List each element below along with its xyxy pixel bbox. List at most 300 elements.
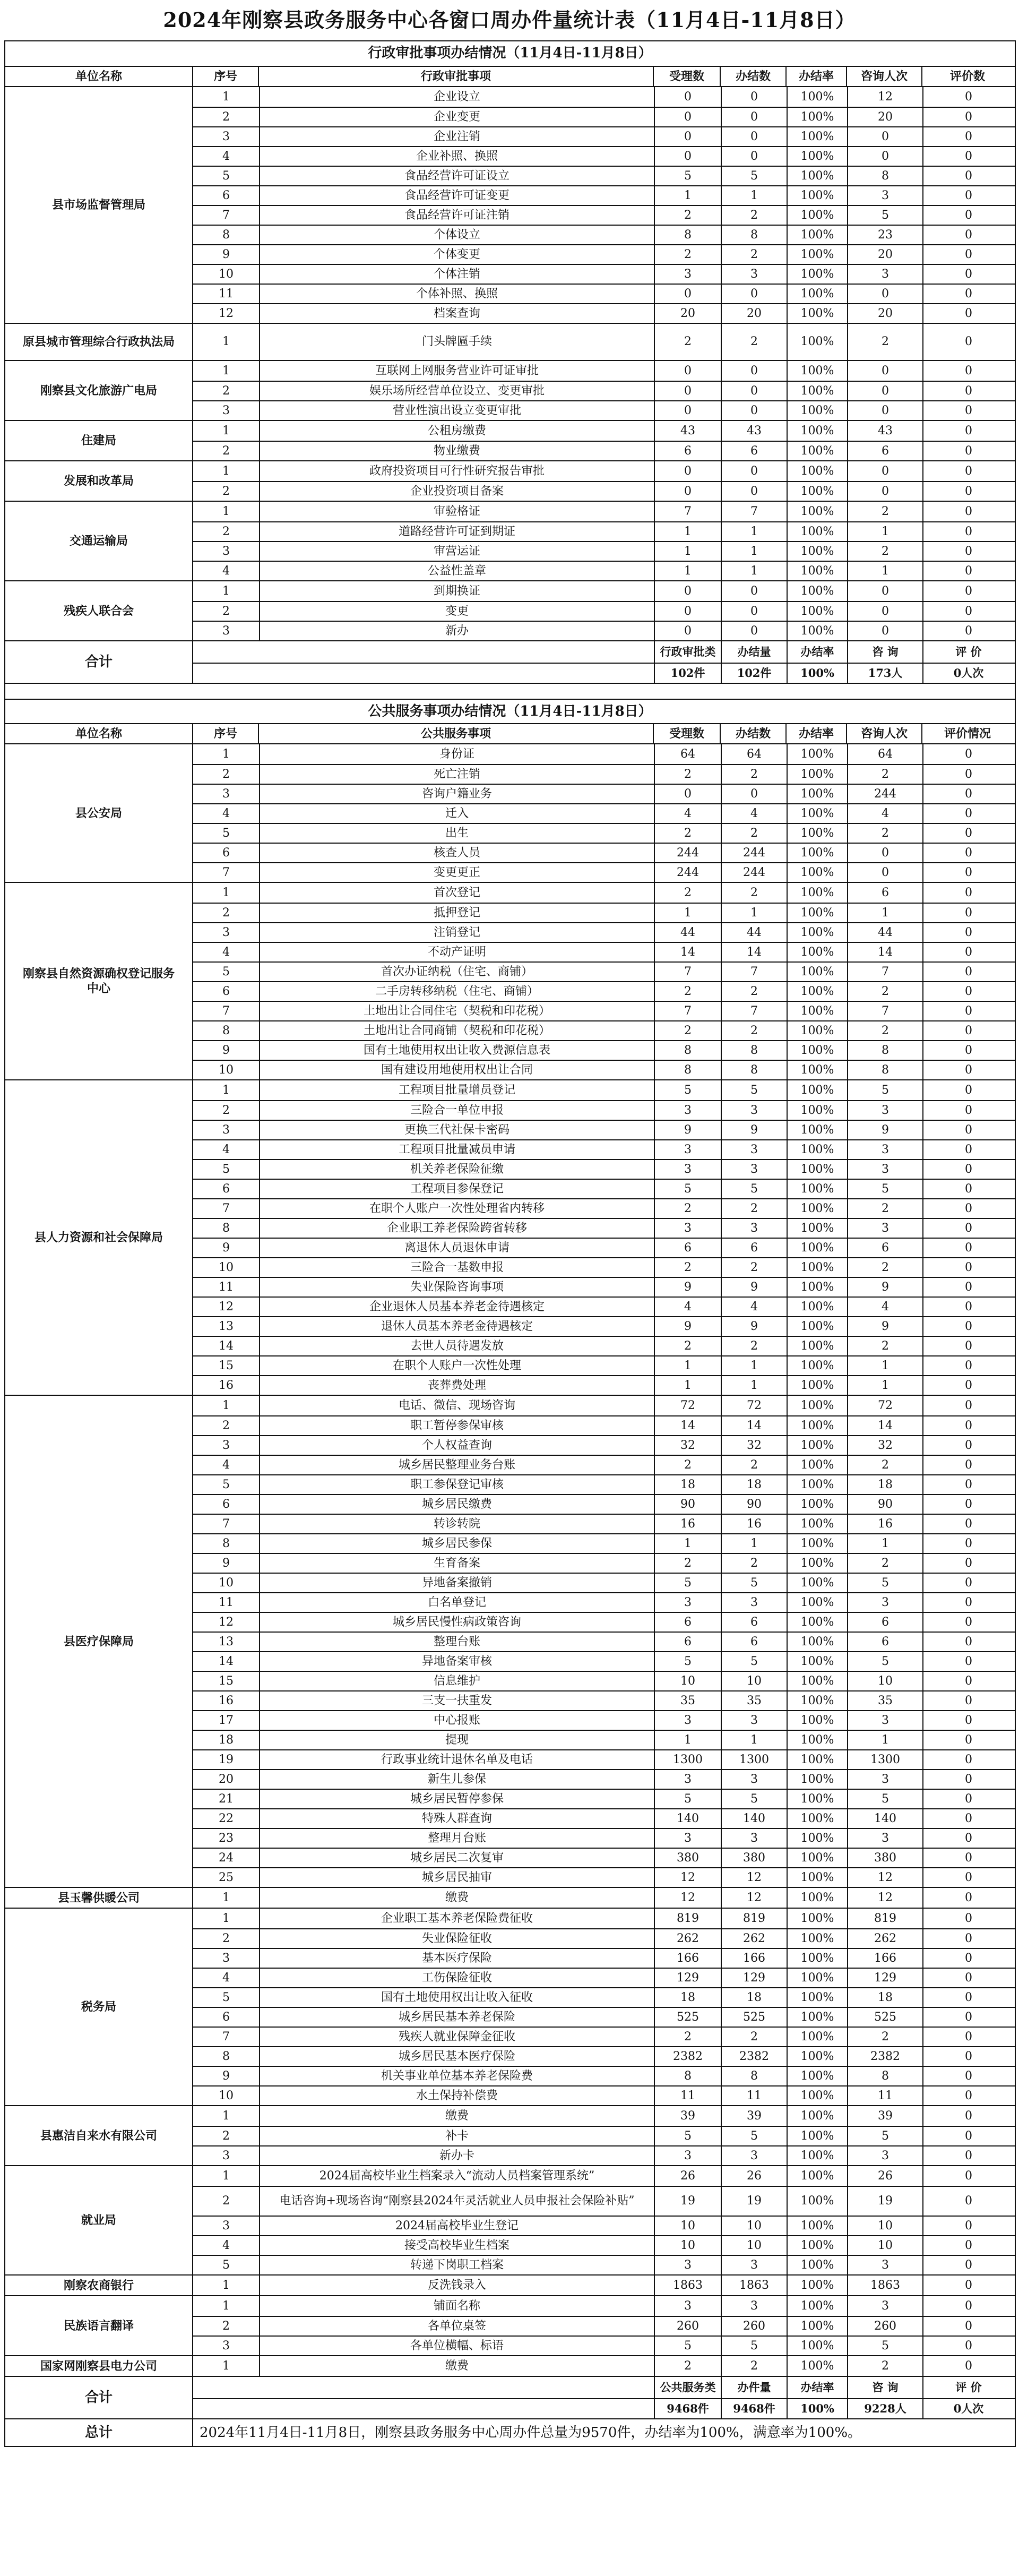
table-cell: 1 [222,364,230,377]
admin-section-group [5,460,1015,501]
table-cell: 100% [787,1495,847,1514]
table-cell: 国有建设用地使用权出让合同 [259,1061,654,1079]
table-cell: 100% [787,2296,847,2316]
admin-section-title-row [5,41,1015,66]
table-cell: 13 [219,1319,234,1333]
table-cell: 6 [222,1182,230,1196]
table-cell: 0 [922,1356,1014,1375]
table-cell: 100% [787,2086,847,2105]
total-value: 102件 [654,664,721,683]
table-cell: 3 [847,2146,922,2165]
table-cell: 16 [219,1694,234,1707]
table-cell: 0 [847,285,922,303]
table-cell: 三支一扶重发 [259,1691,654,1710]
table-cell: 100% [787,744,847,764]
table-row [193,1080,1015,1100]
table-cell: 3 [721,1219,787,1238]
table-cell: 9 [222,1043,230,1057]
table-cell: 14 [219,1339,234,1353]
table-cell: 0 [922,1199,1014,1218]
table-cell: 100% [787,2127,847,2145]
table-row [193,903,1015,922]
unit-name: 县玉馨供暖公司 [57,1891,140,1905]
table-cell: 各单位横幅、标语 [259,2337,654,2355]
table-cell: 0 [922,1633,1014,1651]
table-cell: 2 [721,2028,787,2046]
table-cell: 14 [219,1654,234,1668]
table-cell: 2 [654,324,721,360]
table-row [193,1257,1015,1277]
table-cell: 0 [922,1456,1014,1474]
table-cell: 0 [922,1969,1014,1987]
table-cell: 0 [922,1790,1014,1808]
table-cell: 5 [847,2127,922,2145]
table-cell: 24 [219,1851,234,1865]
table-cell: 11 [219,1280,234,1294]
admin-section-group [5,420,1015,460]
table-cell: 1 [222,504,230,518]
table-cell: 8 [721,226,787,244]
table-cell: 23 [219,1831,234,1845]
table-row [193,581,1015,601]
table-cell: 2 [654,1337,721,1355]
table-row [193,1828,1015,1848]
table-cell: 0 [922,1849,1014,1867]
table-cell: 0 [922,824,1014,843]
table-cell: 3 [721,1829,787,1848]
table-row [193,1020,1015,1040]
table-cell: 3 [654,265,721,284]
table-cell: 接受高校毕业生档案 [259,2236,654,2255]
unit-name: 住建局 [81,434,116,448]
table-cell: 食品经营许可证变更 [259,186,654,205]
table-cell: 0 [922,2047,1014,2066]
table-cell: 转诊转院 [259,1515,654,1533]
table-cell: 1 [654,904,721,922]
total-value: 9228人 [847,2399,922,2418]
total-head: 评 价 [922,641,1014,663]
table-cell: 26 [654,2166,721,2186]
table-cell: 100% [787,1101,847,1120]
table-cell: 262 [721,1929,787,1948]
table-cell: 0 [922,2256,1014,2274]
table-cell: 140 [654,1809,721,1828]
table-row [193,441,1015,460]
table-cell: 个人权益查询 [259,1436,654,1455]
table-cell: 工伤保险征收 [259,1969,654,1987]
table-cell: 4 [222,2238,230,2252]
page-title: 2024年刚察县政务服务中心各窗口周办件量统计表（11月4日-11月8日） [163,8,856,32]
table-cell: 8 [222,2049,230,2063]
table-row [193,1316,1015,1336]
table-cell: 100% [787,1691,847,1710]
admin-section-header-col-4: 办结数 [720,67,785,86]
table-cell: 5 [654,2337,721,2355]
table-row [193,1494,1015,1514]
table-cell: 0 [922,1613,1014,1632]
table-cell: 2 [222,384,230,398]
table-cell: 100% [787,1888,847,1908]
table-cell: 5 [654,2127,721,2145]
table-cell: 12 [219,306,234,320]
table-cell: 100% [787,2146,847,2165]
table-cell: 9 [847,1121,922,1139]
table-cell: 2 [847,1456,922,1474]
table-cell: 3 [222,130,230,143]
table-cell: 819 [721,1909,787,1928]
table-cell: 100% [787,2236,847,2255]
table-cell: 新生儿参保 [259,1770,654,1789]
table-cell: 1 [222,1083,230,1097]
table-cell: 129 [847,1969,922,1987]
public-section-header-col-0: 单位名称 [75,727,122,741]
table-cell: 0 [721,147,787,166]
table-cell: 0 [922,1376,1014,1395]
table-row [193,2066,1015,2085]
public-section-group [5,2355,1015,2376]
table-cell: 10 [219,1576,234,1590]
table-cell: 1 [222,2299,230,2313]
table-cell: 100% [787,482,847,501]
admin-section-group [5,86,1015,323]
table-row [193,521,1015,541]
table-cell: 100% [787,1711,847,1730]
table-cell: 14 [721,943,787,961]
table-cell: 100% [787,226,847,244]
table-cell: 三险合一单位申报 [259,1101,654,1120]
table-cell: 0 [922,502,1014,521]
total-value: 100% [787,2399,847,2418]
table-cell: 企业职工基本养老保险费征收 [259,1909,654,1928]
table-cell: 100% [787,1080,847,1100]
table-cell: 2 [847,324,922,360]
table-row [193,2255,1015,2274]
table-cell: 8 [721,2067,787,2085]
table-cell: 0 [922,2166,1014,2186]
table-cell: 0 [922,963,1014,981]
table-row [193,284,1015,303]
table-cell: 25 [219,1870,234,1884]
table-cell: 死亡注销 [259,765,654,784]
table-cell: 4 [721,804,787,823]
table-cell: 土地出让合同住宅（契税和印花税） [259,1002,654,1020]
table-cell: 100% [787,127,847,146]
table-cell: 5 [721,2337,787,2355]
table-cell: 3 [222,2149,230,2162]
table-cell: 0 [847,361,922,381]
table-cell: 1 [847,1731,922,1749]
table-row [193,2126,1015,2145]
table-cell: 0 [922,1770,1014,1789]
table-row [193,481,1015,501]
table-cell: 6 [654,1633,721,1651]
table-cell: 0 [922,2106,1014,2126]
table-cell: 企业设立 [259,87,654,107]
table-cell: 1 [654,1376,721,1395]
table-cell: 7 [654,963,721,981]
table-cell: 7 [222,865,230,879]
table-cell: 0 [922,442,1014,460]
table-row [193,2166,1015,2186]
table-cell: 1 [222,1891,230,1904]
table-cell: 0 [922,2187,1014,2216]
table-row [193,2027,1015,2046]
table-cell: 提现 [259,1731,654,1749]
table-cell: 19 [219,1753,234,1766]
table-cell: 0 [654,382,721,400]
table-cell: 0 [922,1672,1014,1690]
table-cell: 6 [847,1613,922,1632]
table-cell: 去世人员待遇发放 [259,1337,654,1355]
table-cell: 8 [847,2067,922,2085]
table-cell: 166 [847,1949,922,1968]
table-cell: 机关养老保险征缴 [259,1160,654,1179]
table-cell: 100% [787,2187,847,2216]
table-cell: 个体设立 [259,226,654,244]
table-cell: 公益性盖章 [259,562,654,580]
table-cell: 0 [922,206,1014,225]
table-cell: 国有土地使用权出让收入征收 [259,1988,654,2007]
public-section-group [5,1395,1015,1887]
table-cell: 5 [721,1574,787,1592]
table-cell: 5 [721,1652,787,1671]
table-cell: 反洗钱录入 [259,2276,654,2295]
table-cell: 3 [654,1101,721,1120]
table-cell: 0 [922,904,1014,922]
table-cell: 0 [847,844,922,862]
unit-name: 税务局 [81,2000,116,2014]
table-cell: 2 [654,206,721,225]
table-cell: 4 [721,1298,787,1316]
unit-name: 原县城市管理综合行政执法局 [22,335,175,349]
table-cell: 6 [222,2010,230,2024]
public-section-group [5,2105,1015,2165]
table-cell: 100% [787,1436,847,1455]
table-cell: 26 [721,2166,787,2186]
table-row [193,981,1015,1001]
table-cell: 政府投资项目可行性研究报告审批 [259,461,654,481]
table-cell: 2 [847,1021,922,1040]
table-cell: 20 [654,304,721,323]
table-cell: 企业补照、换照 [259,147,654,166]
table-cell: 39 [847,2106,922,2126]
table-cell: 0 [922,1711,1014,1730]
table-cell: 10 [654,1672,721,1690]
table-cell: 道路经营许可证到期证 [259,522,654,541]
table-cell: 3 [847,2256,922,2274]
table-cell: 100% [787,1239,847,1257]
table-cell: 0 [922,2236,1014,2255]
table-cell: 5 [847,1180,922,1198]
admin-section-total [5,640,1015,683]
table-cell: 5 [721,1790,787,1808]
total-head-row [193,641,1015,663]
table-cell: 2 [654,1456,721,1474]
table-cell: 5 [721,1180,787,1198]
table-row [193,1198,1015,1218]
table-row [193,621,1015,640]
total-value: 0人次 [922,664,1014,683]
table-cell: 0 [654,602,721,621]
table-cell: 0 [922,1554,1014,1573]
total-head: 评 价 [922,2377,1014,2398]
table-cell: 咨询户籍业务 [259,785,654,803]
table-row [193,2356,1015,2376]
table-cell: 100% [787,1337,847,1355]
table-row [193,862,1015,882]
unit-name: 就业局 [81,2213,116,2227]
table-cell: 100% [787,1041,847,1060]
table-cell: 5 [222,965,230,978]
table-row [193,225,1015,244]
total-head: 公共服务类 [654,2377,721,2398]
table-cell: 0 [922,304,1014,323]
unit-name: 县市场监督管理局 [51,198,145,212]
table-cell: 新办 [259,622,654,640]
table-cell: 7 [222,1517,230,1531]
table-cell: 0 [922,1298,1014,1316]
public-section-header-row [5,723,1015,743]
table-cell: 0 [922,1574,1014,1592]
table-row [193,1296,1015,1316]
table-cell: 8 [654,2067,721,2085]
table-row [193,1375,1015,1395]
table-cell: 0 [922,1002,1014,1020]
table-cell: 100% [787,1160,847,1179]
table-row [193,1848,1015,1867]
table-cell: 2 [222,484,230,498]
table-cell: 4 [222,945,230,959]
table-cell: 0 [922,1731,1014,1749]
table-cell: 11 [654,2086,721,2105]
table-cell: 100% [787,542,847,561]
table-cell: 首次办证纳税（住宅、商铺） [259,963,654,981]
table-cell: 3 [847,1829,922,1848]
table-cell: 3 [847,2296,922,2316]
table-cell: 3 [654,1711,721,1730]
table-cell: 3 [847,1711,922,1730]
table-cell: 380 [721,1849,787,1867]
table-cell: 100% [787,1849,847,1867]
table-cell: 二手房转移纳税（住宅、商铺） [259,982,654,1001]
table-row [193,107,1015,126]
table-cell: 整理台账 [259,1633,654,1651]
table-cell: 0 [654,581,721,601]
table-cell: 3 [222,2219,230,2232]
table-cell: 更换三代社保卡密码 [259,1121,654,1139]
table-cell: 5 [222,2258,230,2272]
table-cell: 18 [721,1988,787,2007]
table-cell: 9 [222,2069,230,2083]
table-cell: 退休人员基本养老金待遇核定 [259,1317,654,1336]
table-cell: 10 [654,2217,721,2235]
table-cell: 0 [922,1652,1014,1671]
unit-name: 县惠洁自来水有限公司 [40,2128,157,2143]
table-cell: 8 [654,226,721,244]
public-section-title-row [5,699,1015,723]
table-cell: 0 [922,562,1014,580]
table-cell: 1 [222,886,230,899]
table-cell: 0 [922,1495,1014,1514]
table-cell: 0 [922,2086,1014,2105]
table-cell: 2 [721,2356,787,2376]
table-row [193,1100,1015,1120]
table-cell: 9 [721,1121,787,1139]
table-row [193,244,1015,264]
table-cell: 11 [219,287,234,300]
table-cell: 100% [787,1790,847,1808]
table-cell: 0 [654,147,721,166]
table-cell: 6 [847,1633,922,1651]
table-cell: 15 [219,1359,234,1372]
table-cell: 国有土地使用权出让收入费源信息表 [259,1041,654,1060]
table-cell: 2 [721,1554,787,1573]
table-cell: 职工参保登记审核 [259,1475,654,1494]
table-cell: 100% [787,2317,847,2335]
table-cell: 2 [721,982,787,1001]
table-cell: 0 [721,622,787,640]
table-cell: 44 [654,923,721,942]
table-cell: 0 [922,1041,1014,1060]
gap-cell [5,684,1015,699]
table-cell: 个体补照、换照 [259,285,654,303]
table-cell: 0 [721,602,787,621]
table-cell: 4 [222,1971,230,1985]
table-cell: 0 [922,1278,1014,1296]
table-cell: 10 [847,1672,922,1690]
table-cell: 3 [654,1219,721,1238]
table-cell: 100% [787,904,847,922]
table-row [193,1867,1015,1887]
table-cell: 5 [847,1080,922,1100]
table-cell: 6 [721,1239,787,1257]
table-cell: 0 [922,1021,1014,1040]
table-cell: 16 [721,1515,787,1533]
table-cell: 0 [922,2127,1014,2145]
table-cell: 生育备案 [259,1554,654,1573]
table-cell: 100% [787,442,847,460]
table-cell: 72 [847,1396,922,1415]
table-cell: 出生 [259,824,654,843]
table-row [193,502,1015,521]
table-cell: 15 [219,1674,234,1688]
summary-text: 2024年11月4日-11月8日，刚察县政务服务中心周办件总量为9570件，办结率为100%，满意率为100%。 [192,2419,1015,2446]
report-page [4,0,1015,2576]
table-cell: 2 [222,1419,230,1432]
total-head: 办结率 [787,2377,847,2398]
table-cell: 18 [654,1475,721,1494]
table-cell: 0 [922,2356,1014,2376]
table-cell: 18 [219,1733,234,1747]
table-cell: 166 [721,1949,787,1968]
table-cell: 44 [847,923,922,942]
unit-name: 发展和改革局 [63,474,134,488]
table-cell: 14 [654,1416,721,1435]
table-cell: 0 [847,602,922,621]
total-value-row [193,2398,1015,2418]
table-row [193,1948,1015,1968]
table-cell: 新办卡 [259,2146,654,2165]
table-cell: 100% [787,1002,847,1020]
table-cell: 19 [847,2187,922,2216]
table-cell: 100% [787,2337,847,2355]
table-cell: 1 [721,522,787,541]
table-cell: 7 [222,1201,230,1215]
public-section-total [5,2376,1015,2418]
table-cell: 819 [654,1909,721,1928]
table-cell: 0 [721,401,787,420]
table-cell: 0 [922,1829,1014,1848]
